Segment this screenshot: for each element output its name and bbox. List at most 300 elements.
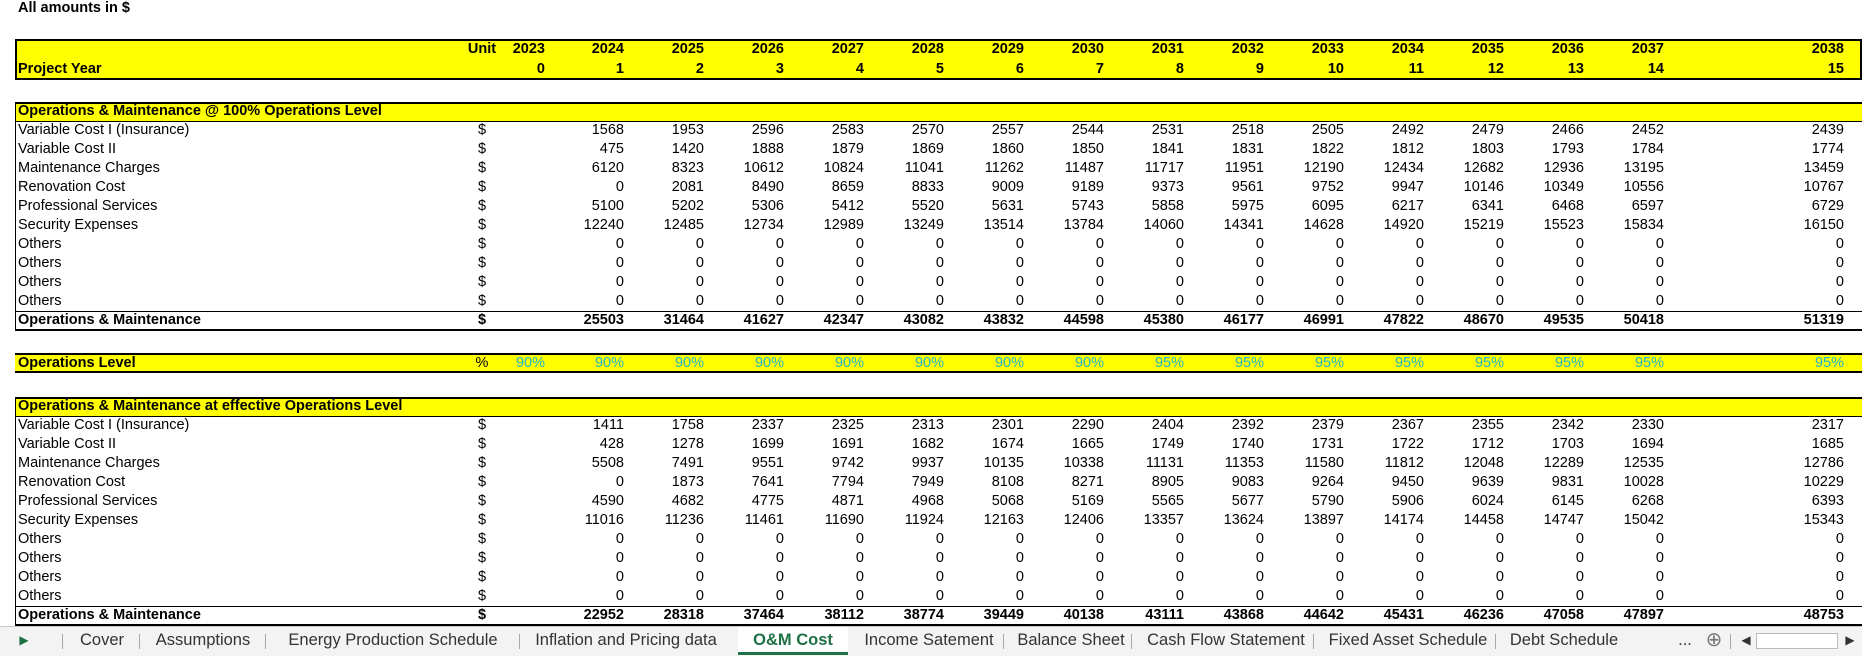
value-cell: 1749 [1151, 436, 1184, 452]
value-cell: 2325 [831, 417, 864, 433]
value-cell: 10028 [1623, 474, 1664, 490]
value-cell: 0 [775, 293, 784, 309]
scroll-right-icon[interactable]: ▶ [1845, 633, 1855, 647]
value-cell: 10338 [1063, 455, 1104, 471]
value-cell: 0 [1575, 531, 1584, 547]
value-cell: 0 [1415, 274, 1424, 290]
value-cell: 2023 [512, 41, 545, 57]
horizontal-scrollbar[interactable] [1756, 633, 1838, 649]
row-unit: $ [477, 274, 487, 290]
row-unit: $ [477, 512, 487, 528]
value-cell: 46236 [1463, 607, 1504, 623]
value-cell: 2025 [671, 41, 704, 57]
value-cell: 10146 [1463, 179, 1504, 195]
value-cell: 0 [1575, 274, 1584, 290]
value-cell: 0 [1335, 550, 1344, 566]
value-cell: 9831 [1551, 474, 1584, 490]
sheet-tab[interactable]: Debt Schedule [1509, 631, 1619, 649]
value-cell: 0 [1175, 569, 1184, 585]
row-label: Others [18, 293, 62, 309]
value-cell: 0 [855, 588, 864, 604]
total-label: Operations & Maintenance [18, 312, 201, 328]
add-sheet-icon[interactable]: ⊕ [1705, 629, 1723, 651]
value-cell: 2337 [751, 417, 784, 433]
value-cell: 5906 [1391, 493, 1424, 509]
value-cell: 0 [1655, 274, 1664, 290]
value-cell: 9937 [911, 455, 944, 471]
value-cell: 7491 [671, 455, 704, 471]
value-cell: 8323 [671, 160, 704, 176]
value-cell: 7949 [911, 474, 944, 490]
value-cell: 95% [1314, 355, 1344, 371]
sheet-tab[interactable]: Balance Sheet [1017, 631, 1125, 649]
value-cell: 0 [775, 274, 784, 290]
value-cell: 1411 [592, 417, 624, 433]
section-left-border [15, 102, 16, 311]
value-cell: 2 [695, 61, 704, 77]
value-cell: 2030 [1071, 41, 1104, 57]
row-label: Variable Cost I (Insurance) [18, 122, 190, 138]
value-cell: 5306 [751, 198, 784, 214]
tab-separator [1003, 634, 1004, 649]
tab-separator [1730, 634, 1731, 649]
value-cell: 0 [1835, 531, 1844, 547]
row-unit: $ [477, 141, 487, 157]
row-label: Professional Services [18, 198, 158, 214]
value-cell: 0 [775, 569, 784, 585]
value-cell: 0 [1495, 236, 1504, 252]
sheet-tab[interactable]: Income Satement [864, 631, 994, 649]
value-cell: 11041 [904, 160, 944, 176]
row-label: Others [18, 274, 62, 290]
row-unit: $ [477, 569, 487, 585]
value-cell: 28318 [663, 607, 704, 623]
value-cell: 4871 [831, 493, 864, 509]
value-cell: 8108 [991, 474, 1024, 490]
value-cell: 1 [615, 61, 624, 77]
value-cell: 0 [935, 236, 944, 252]
value-cell: 0 [1575, 588, 1584, 604]
value-cell: 15523 [1543, 217, 1584, 233]
value-cell: 0 [615, 569, 624, 585]
scroll-tabs-right-icon[interactable]: ▶ [19, 633, 29, 647]
value-cell: 5565 [1151, 493, 1184, 509]
value-cell: 9742 [831, 455, 864, 471]
row-label: Others [18, 550, 62, 566]
value-cell: 1822 [1311, 141, 1344, 157]
value-cell: 0 [695, 550, 704, 566]
value-cell: 0 [1415, 569, 1424, 585]
value-cell: 2492 [1391, 122, 1424, 138]
value-cell: 7 [1095, 61, 1104, 77]
value-cell: 2392 [1231, 417, 1264, 433]
value-cell: 0 [1655, 236, 1664, 252]
row-label: Security Expenses [18, 217, 139, 233]
value-cell: 9752 [1311, 179, 1344, 195]
value-cell: 5631 [991, 198, 1024, 214]
value-cell: 9083 [1231, 474, 1264, 490]
value-cell: 1674 [991, 436, 1024, 452]
value-cell: 0 [935, 293, 944, 309]
value-cell: 42347 [823, 312, 864, 328]
table-row [0, 121, 1862, 140]
row-label: Maintenance Charges [18, 455, 160, 471]
row-unit: $ [477, 417, 487, 433]
table-row [0, 197, 1862, 216]
table-row [0, 473, 1862, 492]
value-cell: 0 [695, 588, 704, 604]
table-row [0, 511, 1862, 530]
value-cell: 0 [1015, 569, 1024, 585]
section1-title-row [0, 102, 1862, 121]
tab-separator [265, 634, 266, 649]
row-unit: $ [477, 550, 487, 566]
value-cell: 12 [1487, 61, 1504, 77]
section-title: Operations & Maintenance @ 100% Operations Level [18, 103, 382, 119]
value-cell: 12240 [583, 217, 624, 233]
value-cell: 2035 [1471, 41, 1504, 57]
value-cell: 49535 [1543, 312, 1584, 328]
project-year-label: Project Year [18, 61, 102, 77]
value-cell: 14060 [1143, 217, 1184, 233]
table-row [0, 178, 1862, 197]
value-cell: 43111 [1145, 607, 1184, 623]
value-cell: 47058 [1543, 607, 1584, 623]
sheet-tab[interactable]: Energy Production Schedule [288, 631, 498, 649]
value-cell: 9450 [1391, 474, 1424, 490]
value-cell: 0 [1255, 236, 1264, 252]
value-cell: 11 [1408, 61, 1424, 77]
table-row [0, 140, 1862, 159]
value-cell: 0 [1175, 293, 1184, 309]
value-cell: 0 [1255, 274, 1264, 290]
tab-separator [62, 634, 63, 649]
row-unit: $ [477, 236, 487, 252]
value-cell: 6145 [1551, 493, 1584, 509]
value-cell: 0 [1575, 569, 1584, 585]
value-cell: 0 [1335, 293, 1344, 309]
table-row [0, 454, 1862, 473]
row-label: Variable Cost II [18, 436, 117, 452]
section2-total-row [0, 606, 1862, 625]
value-cell: 0 [1835, 236, 1844, 252]
table-row [0, 235, 1862, 254]
section-title: Operations & Maintenance at effective Operations Level [18, 398, 403, 414]
value-cell: 39449 [983, 607, 1024, 623]
table-row [0, 530, 1862, 549]
value-cell: 2367 [1391, 417, 1424, 433]
value-cell: 25503 [583, 312, 624, 328]
value-cell: 0 [1335, 255, 1344, 271]
value-cell: 95% [1554, 355, 1584, 371]
value-cell: 22952 [583, 607, 624, 623]
value-cell: 12786 [1803, 455, 1844, 471]
value-cell: 2036 [1551, 41, 1584, 57]
value-cell: 1685 [1811, 436, 1844, 452]
value-cell: 8271 [1071, 474, 1104, 490]
value-cell: 0 [1495, 293, 1504, 309]
tab-separator [139, 634, 140, 649]
amounts-note: All amounts in $ [18, 0, 130, 16]
value-cell: 11262 [984, 160, 1024, 176]
sheet-tab[interactable]: Cover [79, 631, 124, 649]
value-cell: 0 [855, 550, 864, 566]
value-cell: 1850 [1071, 141, 1104, 157]
value-cell: 46177 [1223, 312, 1264, 328]
value-cell: 15834 [1623, 217, 1664, 233]
value-cell: 1812 [1391, 141, 1424, 157]
row-label: Variable Cost I (Insurance) [18, 417, 190, 433]
row-unit: $ [477, 179, 487, 195]
header-project-year-row [0, 60, 1862, 79]
value-cell: 0 [1095, 531, 1104, 547]
value-cell: 7641 [751, 474, 784, 490]
value-cell: 0 [1575, 293, 1584, 309]
value-cell: 0 [1835, 274, 1844, 290]
value-cell: 0 [1495, 588, 1504, 604]
value-cell: 95% [1234, 355, 1264, 371]
value-cell: 1758 [671, 417, 704, 433]
value-cell: 4775 [751, 493, 784, 509]
value-cell: 0 [775, 255, 784, 271]
value-cell: 6 [1015, 61, 1024, 77]
row-label: Others [18, 588, 62, 604]
value-cell: 11353 [1224, 455, 1264, 471]
value-cell: 0 [1415, 236, 1424, 252]
value-cell: 2439 [1811, 122, 1844, 138]
value-cell: 0 [1015, 255, 1024, 271]
value-cell: 10824 [823, 160, 864, 176]
value-cell: 9639 [1471, 474, 1504, 490]
row-unit: $ [477, 160, 487, 176]
value-cell: 0 [1335, 274, 1344, 290]
value-cell: 8 [1175, 61, 1184, 77]
header-year-row [0, 40, 1862, 59]
value-cell: 0 [855, 293, 864, 309]
value-cell: 1831 [1231, 141, 1264, 157]
value-cell: 0 [1835, 293, 1844, 309]
row-unit: $ [477, 588, 487, 604]
value-cell: 0 [1415, 588, 1424, 604]
table-row [0, 216, 1862, 235]
value-cell: 2583 [831, 122, 864, 138]
value-cell: 2024 [591, 41, 624, 57]
value-cell: 2038 [1811, 41, 1844, 57]
value-cell: 51319 [1803, 312, 1844, 328]
value-cell: 2026 [751, 41, 784, 57]
value-cell: 15 [1827, 61, 1844, 77]
value-cell: 0 [1015, 588, 1024, 604]
value-cell: 95% [1474, 355, 1504, 371]
value-cell: 7794 [831, 474, 864, 490]
value-cell: 0 [935, 588, 944, 604]
section2-title-row [0, 397, 1862, 416]
value-cell: 9373 [1151, 179, 1184, 195]
value-cell: 10229 [1803, 474, 1844, 490]
value-cell: 48753 [1803, 607, 1844, 623]
value-cell: 90% [594, 355, 624, 371]
tab-separator [519, 634, 520, 649]
value-cell: 0 [695, 569, 704, 585]
value-cell: 5 [935, 61, 944, 77]
value-cell: 11580 [1304, 455, 1344, 471]
value-cell: 1682 [911, 436, 944, 452]
table-row [0, 587, 1862, 606]
value-cell: 2290 [1071, 417, 1104, 433]
value-cell: 12190 [1303, 160, 1344, 176]
section-left-border [15, 397, 16, 606]
value-cell: 6729 [1811, 198, 1844, 214]
value-cell: 8905 [1151, 474, 1184, 490]
row-unit: $ [477, 436, 487, 452]
value-cell: 11131 [1145, 455, 1184, 471]
value-cell: 3 [775, 61, 784, 77]
total-unit: $ [477, 607, 487, 623]
more-tabs-button[interactable]: ... [1678, 631, 1692, 649]
value-cell: 5858 [1151, 198, 1184, 214]
value-cell: 2029 [991, 41, 1024, 57]
row-unit: $ [477, 122, 487, 138]
value-cell: 0 [615, 531, 624, 547]
sheet-tab-bar [0, 626, 1862, 656]
value-cell: 2557 [991, 122, 1024, 138]
value-cell: 2313 [911, 417, 944, 433]
value-cell: 5975 [1231, 198, 1264, 214]
sheet-tab[interactable]: Fixed Asset Schedule [1328, 631, 1488, 649]
value-cell: 0 [695, 236, 704, 252]
value-cell: 1665 [1071, 436, 1104, 452]
value-cell: 9947 [1391, 179, 1424, 195]
value-cell: 6468 [1551, 198, 1584, 214]
value-cell: 5677 [1231, 493, 1264, 509]
value-cell: 0 [855, 255, 864, 271]
value-cell: 1869 [911, 141, 944, 157]
value-cell: 1694 [1631, 436, 1664, 452]
value-cell: 1568 [591, 122, 624, 138]
value-cell: 0 [615, 255, 624, 271]
value-cell: 0 [935, 550, 944, 566]
value-cell: 2466 [1551, 122, 1584, 138]
value-cell: 0 [1655, 550, 1664, 566]
value-cell: 2505 [1311, 122, 1344, 138]
table-row [0, 492, 1862, 511]
value-cell: 0 [1655, 588, 1664, 604]
value-cell: 0 [615, 474, 624, 490]
value-cell: 5508 [591, 455, 624, 471]
value-cell: 44598 [1063, 312, 1104, 328]
value-cell: 6597 [1631, 198, 1664, 214]
value-cell: 1699 [751, 436, 784, 452]
value-cell: 15343 [1803, 512, 1844, 528]
value-cell: 10135 [983, 455, 1024, 471]
value-cell: 0 [1095, 236, 1104, 252]
value-cell: 11717 [1144, 160, 1184, 176]
value-cell: 9551 [751, 455, 784, 471]
value-cell: 5068 [991, 493, 1024, 509]
table-row [0, 159, 1862, 178]
value-cell: 1873 [671, 474, 704, 490]
value-cell: 11236 [664, 512, 704, 528]
value-cell: 8659 [831, 179, 864, 195]
value-cell: 14 [1647, 61, 1664, 77]
unit-header: Unit [467, 41, 497, 57]
value-cell: 4590 [591, 493, 624, 509]
value-cell: 0 [1655, 569, 1664, 585]
value-cell: 0 [1655, 293, 1664, 309]
value-cell: 8833 [911, 179, 944, 195]
value-cell: 2330 [1631, 417, 1664, 433]
value-cell: 1691 [831, 436, 864, 452]
table-row [0, 416, 1862, 435]
value-cell: 0 [1175, 255, 1184, 271]
value-cell: 0 [1175, 550, 1184, 566]
value-cell: 2033 [1311, 41, 1344, 57]
value-cell: 0 [775, 588, 784, 604]
value-cell: 0 [1835, 569, 1844, 585]
value-cell: 1703 [1551, 436, 1584, 452]
value-cell: 9 [1255, 61, 1264, 77]
value-cell: 43082 [903, 312, 944, 328]
sheet-tab[interactable]: Cash Flow Statement [1147, 631, 1305, 649]
value-cell: 5202 [671, 198, 704, 214]
table-row [0, 273, 1862, 292]
value-cell: 0 [775, 550, 784, 566]
sheet-tab[interactable]: O&M Cost [738, 627, 848, 655]
value-cell: 5100 [591, 198, 624, 214]
value-cell: 50418 [1623, 312, 1664, 328]
value-cell: 90% [1074, 355, 1104, 371]
row-label: Others [18, 236, 62, 252]
value-cell: 15219 [1463, 217, 1504, 233]
value-cell: 1731 [1311, 436, 1344, 452]
value-cell: 0 [615, 236, 624, 252]
value-cell: 90% [754, 355, 784, 371]
value-cell: 0 [1335, 531, 1344, 547]
value-cell: 10612 [743, 160, 784, 176]
value-cell: 0 [695, 274, 704, 290]
value-cell: 0 [775, 236, 784, 252]
value-cell: 0 [1095, 255, 1104, 271]
value-cell: 45380 [1143, 312, 1184, 328]
value-cell: 2479 [1471, 122, 1504, 138]
value-cell: 12989 [823, 217, 864, 233]
row-unit: $ [477, 474, 487, 490]
value-cell: 38774 [903, 607, 944, 623]
value-cell: 0 [1575, 255, 1584, 271]
value-cell: 12535 [1623, 455, 1664, 471]
value-cell: 1803 [1471, 141, 1504, 157]
table-row [0, 254, 1862, 273]
ops-level-unit: % [475, 355, 489, 371]
value-cell: 6120 [591, 160, 624, 176]
ops-level-row [0, 354, 1862, 373]
sheet-tab[interactable]: Inflation and Pricing data [535, 631, 717, 649]
value-cell: 0 [615, 588, 624, 604]
value-cell: 0 [1495, 255, 1504, 271]
value-cell: 0 [1575, 550, 1584, 566]
value-cell: 0 [1255, 293, 1264, 309]
value-cell: 0 [1335, 569, 1344, 585]
row-unit: $ [477, 255, 487, 271]
value-cell: 4682 [671, 493, 704, 509]
value-cell: 2379 [1311, 417, 1344, 433]
scroll-left-icon[interactable]: ◀ [1741, 633, 1751, 647]
value-cell: 0 [1335, 236, 1344, 252]
value-cell: 0 [1575, 236, 1584, 252]
value-cell: 10349 [1543, 179, 1584, 195]
sheet-tab[interactable]: Assumptions [155, 631, 251, 649]
value-cell: 6341 [1471, 198, 1504, 214]
